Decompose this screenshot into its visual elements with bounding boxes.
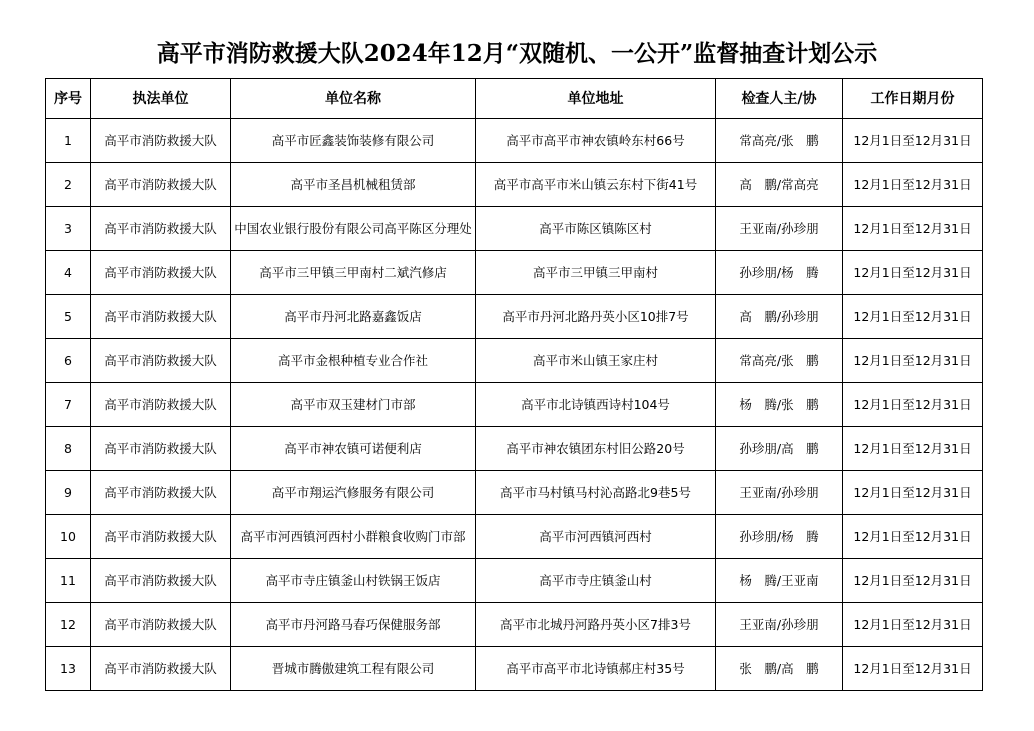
cell-unit-name: 高平市双玉建材门市部: [231, 383, 476, 427]
table-body: [46, 119, 983, 691]
cell-unit-address: 高平市神农镇团东村旧公路20号: [476, 427, 716, 471]
header-work-dates: 工作日期月份: [843, 79, 983, 119]
table-row: [46, 251, 983, 295]
cell-unit-name: 高平市河西镇河西村小群粮食收购门市部: [231, 515, 476, 559]
cell-enforcement-unit: 高平市消防救援大队: [91, 559, 231, 603]
cell-unit-address: 高平市北城丹河路丹英小区7排3号: [476, 603, 716, 647]
cell-inspectors: 张 鹏/高 鹏: [716, 647, 843, 691]
cell-unit-address: 高平市高平市米山镇云东村下街41号: [476, 163, 716, 207]
cell-seq: 9: [46, 471, 91, 515]
cell-inspectors: 常高亮/张 鹏: [716, 339, 843, 383]
cell-unit-name: 高平市神农镇可诺便利店: [231, 427, 476, 471]
cell-unit-address: 高平市陈区镇陈区村: [476, 207, 716, 251]
cell-unit-address: 高平市高平市神农镇岭东村66号: [476, 119, 716, 163]
cell-unit-name: 高平市丹河路马春巧保健服务部: [231, 603, 476, 647]
cell-enforcement-unit: 高平市消防救援大队: [91, 427, 231, 471]
cell-enforcement-unit: 高平市消防救援大队: [91, 251, 231, 295]
cell-work-dates: 12月1日至12月31日: [843, 427, 983, 471]
cell-inspectors: 高 鹏/常高亮: [716, 163, 843, 207]
cell-unit-address: 高平市米山镇王家庄村: [476, 339, 716, 383]
cell-enforcement-unit: 高平市消防救援大队: [91, 207, 231, 251]
table-header-row: [46, 79, 983, 119]
cell-seq: 11: [46, 559, 91, 603]
cell-unit-address: 高平市三甲镇三甲南村: [476, 251, 716, 295]
cell-work-dates: 12月1日至12月31日: [843, 647, 983, 691]
cell-inspectors: 孙珍朋/高 鹏: [716, 427, 843, 471]
table-row: [46, 515, 983, 559]
cell-inspectors: 孙珍朋/杨 腾: [716, 515, 843, 559]
cell-work-dates: 12月1日至12月31日: [843, 471, 983, 515]
table-row: [46, 603, 983, 647]
cell-unit-name: 高平市翔运汽修服务有限公司: [231, 471, 476, 515]
cell-work-dates: 12月1日至12月31日: [843, 207, 983, 251]
cell-seq: 7: [46, 383, 91, 427]
cell-seq: 3: [46, 207, 91, 251]
header-enforcement-unit: 执法单位: [91, 79, 231, 119]
cell-unit-name: 中国农业银行股份有限公司高平陈区分理处: [231, 207, 476, 251]
header-inspectors: 检查人主/协: [716, 79, 843, 119]
cell-seq: 4: [46, 251, 91, 295]
cell-work-dates: 12月1日至12月31日: [843, 295, 983, 339]
header-unit-address: 单位地址: [476, 79, 716, 119]
header-seq: 序号: [46, 79, 91, 119]
cell-work-dates: 12月1日至12月31日: [843, 119, 983, 163]
cell-seq: 8: [46, 427, 91, 471]
cell-work-dates: 12月1日至12月31日: [843, 339, 983, 383]
cell-unit-address: 高平市寺庄镇釜山村: [476, 559, 716, 603]
cell-unit-address: 高平市马村镇马村沁高路北9巷5号: [476, 471, 716, 515]
cell-work-dates: 12月1日至12月31日: [843, 383, 983, 427]
table-row: [46, 119, 983, 163]
cell-unit-address: 高平市北诗镇西诗村104号: [476, 383, 716, 427]
table-row: [46, 339, 983, 383]
table-row: [46, 427, 983, 471]
cell-enforcement-unit: 高平市消防救援大队: [91, 163, 231, 207]
cell-inspectors: 常高亮/张 鹏: [716, 119, 843, 163]
cell-inspectors: 王亚南/孙珍朋: [716, 603, 843, 647]
cell-work-dates: 12月1日至12月31日: [843, 559, 983, 603]
cell-seq: 10: [46, 515, 91, 559]
cell-enforcement-unit: 高平市消防救援大队: [91, 339, 231, 383]
cell-enforcement-unit: 高平市消防救援大队: [91, 119, 231, 163]
cell-seq: 6: [46, 339, 91, 383]
cell-enforcement-unit: 高平市消防救援大队: [91, 295, 231, 339]
inspection-plan-table: [45, 78, 983, 691]
cell-work-dates: 12月1日至12月31日: [843, 251, 983, 295]
cell-seq: 5: [46, 295, 91, 339]
cell-inspectors: 孙珍朋/杨 腾: [716, 251, 843, 295]
cell-unit-name: 高平市匠鑫装饰装修有限公司: [231, 119, 476, 163]
cell-inspectors: 王亚南/孙珍朋: [716, 471, 843, 515]
table-row: [46, 471, 983, 515]
cell-enforcement-unit: 高平市消防救援大队: [91, 647, 231, 691]
cell-unit-address: 高平市高平市北诗镇郝庄村35号: [476, 647, 716, 691]
cell-unit-address: 高平市丹河北路丹英小区10排7号: [476, 295, 716, 339]
cell-seq: 1: [46, 119, 91, 163]
cell-inspectors: 杨 腾/张 鹏: [716, 383, 843, 427]
table-row: [46, 383, 983, 427]
cell-inspectors: 杨 腾/王亚南: [716, 559, 843, 603]
cell-work-dates: 12月1日至12月31日: [843, 603, 983, 647]
cell-enforcement-unit: 高平市消防救援大队: [91, 471, 231, 515]
table-row: [46, 163, 983, 207]
cell-unit-name: 晋城市腾傲建筑工程有限公司: [231, 647, 476, 691]
cell-unit-name: 高平市金根种植专业合作社: [231, 339, 476, 383]
cell-seq: 12: [46, 603, 91, 647]
cell-unit-name: 高平市三甲镇三甲南村二斌汽修店: [231, 251, 476, 295]
table-row: [46, 559, 983, 603]
cell-inspectors: 王亚南/孙珍朋: [716, 207, 843, 251]
table-row: [46, 647, 983, 691]
cell-enforcement-unit: 高平市消防救援大队: [91, 603, 231, 647]
cell-unit-name: 高平市寺庄镇釜山村铁锅王饭店: [231, 559, 476, 603]
cell-work-dates: 12月1日至12月31日: [843, 515, 983, 559]
page-title: 高平市消防救援大队2024年12月“双随机、一公开”监督抽查计划公示: [156, 40, 878, 67]
cell-unit-name: 高平市圣昌机械租赁部: [231, 163, 476, 207]
cell-inspectors: 高 鹏/孙珍朋: [716, 295, 843, 339]
table-row: [46, 207, 983, 251]
cell-enforcement-unit: 高平市消防救援大队: [91, 383, 231, 427]
cell-work-dates: 12月1日至12月31日: [843, 163, 983, 207]
cell-enforcement-unit: 高平市消防救援大队: [91, 515, 231, 559]
cell-seq: 2: [46, 163, 91, 207]
header-unit-name: 单位名称: [231, 79, 476, 119]
cell-unit-name: 高平市丹河北路嘉鑫饭店: [231, 295, 476, 339]
cell-seq: 13: [46, 647, 91, 691]
cell-unit-address: 高平市河西镇河西村: [476, 515, 716, 559]
table-row: [46, 295, 983, 339]
